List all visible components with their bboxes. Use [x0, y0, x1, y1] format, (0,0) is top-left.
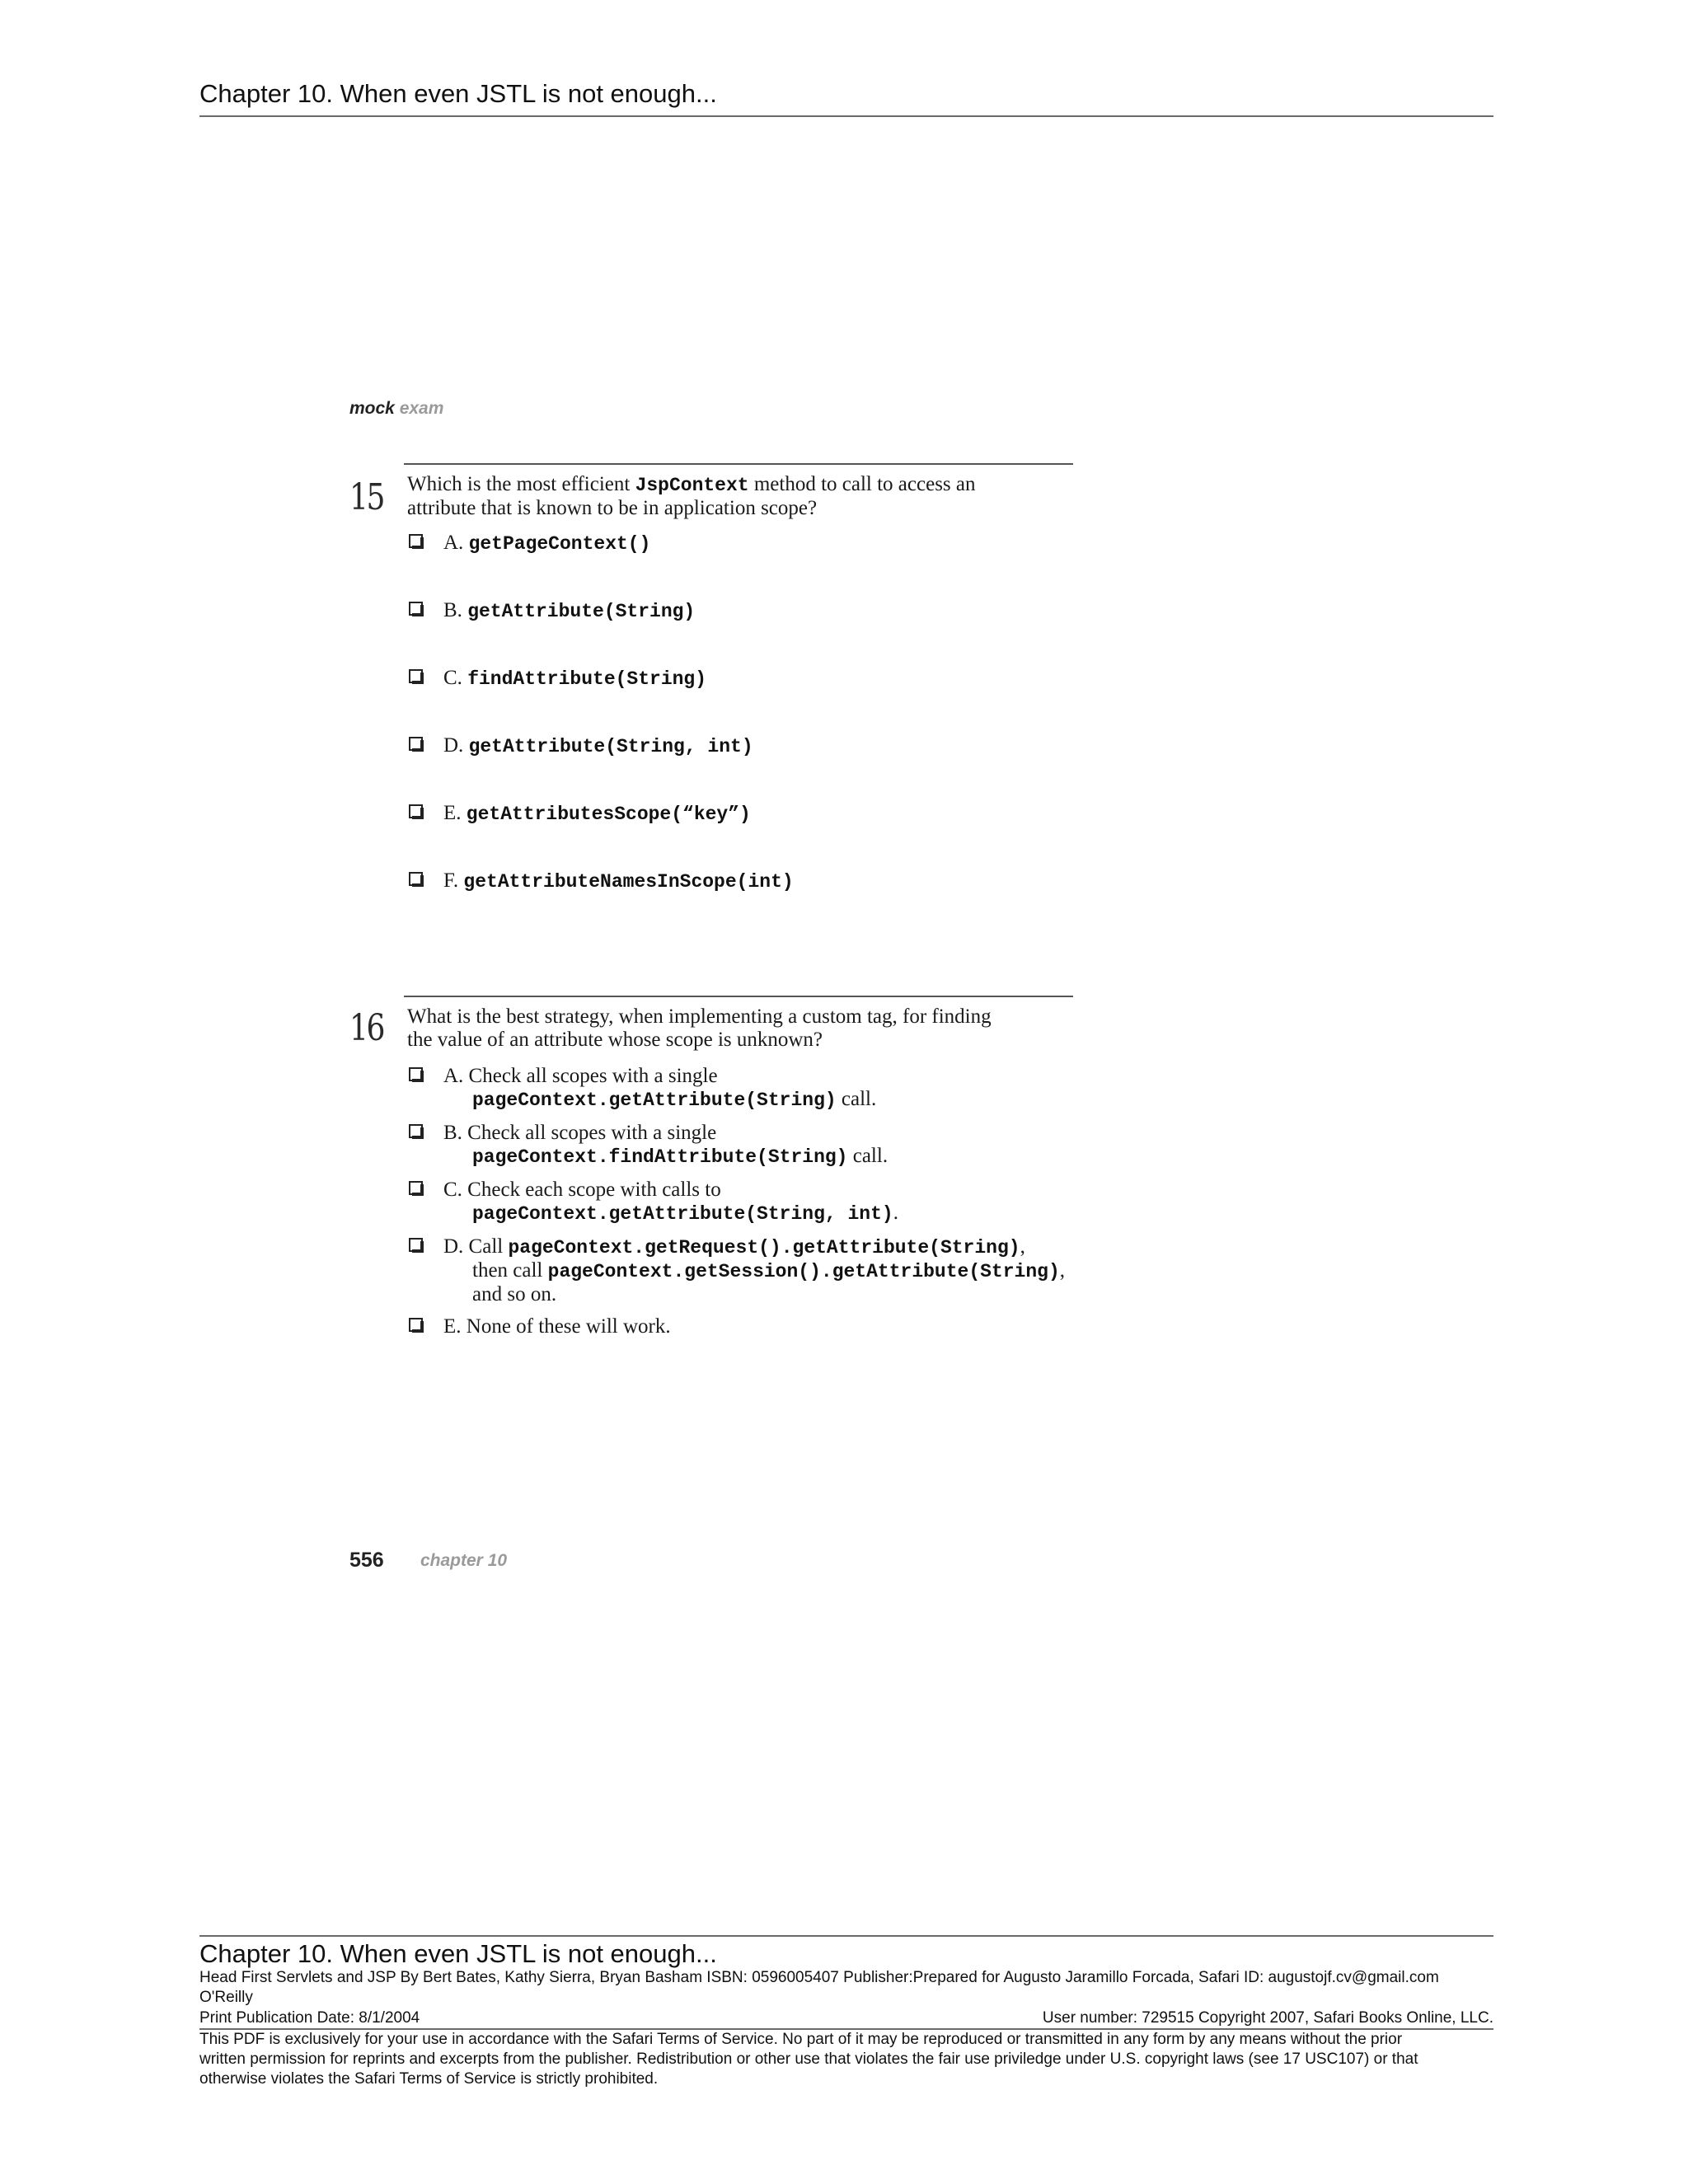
q15-option-f-code: getAttributeNamesInScope(int) — [463, 871, 794, 893]
footer-divider — [199, 1935, 1493, 1937]
q15-option-e-letter: E. — [443, 802, 467, 824]
q16-option-d-tail2: , — [1059, 1259, 1065, 1282]
q16-option-d-code1: pageContext.getRequest().getAttribute(String) — [508, 1237, 1020, 1258]
checkbox-icon[interactable] — [409, 737, 424, 752]
question-16-text-line2: the value of an attribute whose scope is unknown? — [407, 1029, 823, 1051]
q16-option-b-tail: call. — [847, 1145, 889, 1167]
q15-option-b-letter: B. — [443, 599, 468, 621]
q16-option-d-prefix2: then call — [472, 1259, 548, 1282]
question-15-text-b: method to call to access an — [748, 473, 976, 495]
q15-option-c-letter: C. — [443, 667, 468, 689]
q15-option-a-code: getPageContext() — [468, 533, 651, 555]
q15-option-c-code: findAttribute(String) — [467, 668, 707, 690]
q16-option-d-tail1: , — [1020, 1235, 1025, 1258]
checkbox-icon[interactable] — [409, 602, 424, 616]
checkbox-icon[interactable] — [409, 1238, 424, 1253]
q16-option-a-tail: call. — [836, 1088, 877, 1110]
checkbox-icon[interactable] — [409, 1067, 424, 1082]
checkbox-icon[interactable] — [409, 1318, 424, 1333]
q16-option-e-text: E. None of these will work. — [443, 1315, 671, 1338]
checkbox-icon[interactable] — [409, 669, 424, 684]
q16-option-b-code: pageContext.findAttribute(String) — [472, 1146, 848, 1168]
q16-option-b-text: B. Check all scopes with a single — [443, 1122, 717, 1144]
question-15-rule — [404, 463, 1073, 465]
section-label — [349, 399, 443, 419]
question-15-text-line2: attribute that is known to be in application scope? — [407, 497, 818, 519]
footer-notice-line2: written permission for reprints and excerpts from the publisher. Redistribution or other use that violates the fair use priviledge under U.S. copyright laws (see 17 USC107) or that — [199, 2050, 1418, 2068]
q15-option-d-code: getAttribute(String, int) — [468, 736, 753, 757]
footer-notice-line1: This PDF is exclusively for your use in accordance with the Safari Terms of Service. No part of it may be reproduced or transmitted in any form by any means without the prior — [199, 2031, 1403, 2048]
checkbox-icon[interactable] — [409, 534, 424, 549]
question-15-text — [407, 473, 976, 520]
q16-option-c-code: pageContext.getAttribute(String, int) — [472, 1203, 893, 1225]
section-label-word-exam: exam — [399, 399, 444, 418]
question-15-code: JspContext — [635, 475, 749, 496]
footer-date-row — [199, 2008, 1493, 2030]
q16-option-d-line3: and so on. — [472, 1283, 557, 1305]
q16-option-c-tail: . — [893, 1202, 898, 1224]
footer-publisher: O'Reilly — [199, 1989, 253, 2006]
running-header: Chapter 10. When even JSTL is not enough... — [199, 76, 1493, 117]
chapter-label: chapter 10 — [420, 1551, 508, 1570]
q15-option-d-letter: D. — [443, 734, 469, 757]
checkbox-icon[interactable] — [409, 804, 424, 819]
checkbox-icon[interactable] — [409, 1124, 424, 1139]
q15-option-e-code: getAttributesScope(“key”) — [466, 804, 751, 825]
footer-book-line: Head First Servlets and JSP By Bert Bates, Kathy Sierra, Bryan Basham ISBN: 0596005407 Publisher:Prepared for Augusto Jaramillo Forcada, Safari ID: augustojf.cv@gmail.com — [199, 1969, 1439, 1986]
q16-option-a-code: pageContext.getAttribute(String) — [472, 1090, 837, 1111]
question-15-number: 15 — [349, 476, 383, 518]
q15-option-b-code: getAttribute(String) — [467, 601, 696, 622]
footer-title: Chapter 10. When even JSTL is not enough... — [199, 1939, 717, 1968]
footer-notice-line3: otherwise violates the Safari Terms of Service is strictly prohibited. — [199, 2070, 659, 2088]
q16-option-d-code2: pageContext.getSession().getAttribute(String) — [547, 1261, 1060, 1282]
q15-option-a-letter: A. — [443, 532, 469, 554]
q16-option-a-text: A. Check all scopes with a single — [443, 1065, 718, 1087]
question-16-rule — [404, 996, 1073, 997]
question-16-number: 16 — [349, 1007, 383, 1049]
page-number: 556 — [349, 1549, 384, 1572]
question-15-text-a: Which is the most efficient — [407, 473, 635, 495]
question-16-text — [407, 1005, 992, 1052]
q15-option-f-letter: F. — [443, 869, 464, 892]
question-16-text-line1: What is the best strategy, when implementing a custom tag, for finding — [407, 1005, 992, 1028]
footer-print-date: Print Publication Date: 8/1/2004 — [199, 2009, 420, 2027]
checkbox-icon[interactable] — [409, 872, 424, 887]
q16-option-c-text: C. Check each scope with calls to — [443, 1179, 721, 1201]
checkbox-icon[interactable] — [409, 1181, 424, 1196]
footer-user-line: User number: 729515 Copyright 2007, Safari Books Online, LLC. — [1042, 2009, 1493, 2027]
q16-option-d-prefix1: D. Call — [443, 1235, 509, 1258]
section-label-word-mock: mock — [349, 399, 395, 418]
